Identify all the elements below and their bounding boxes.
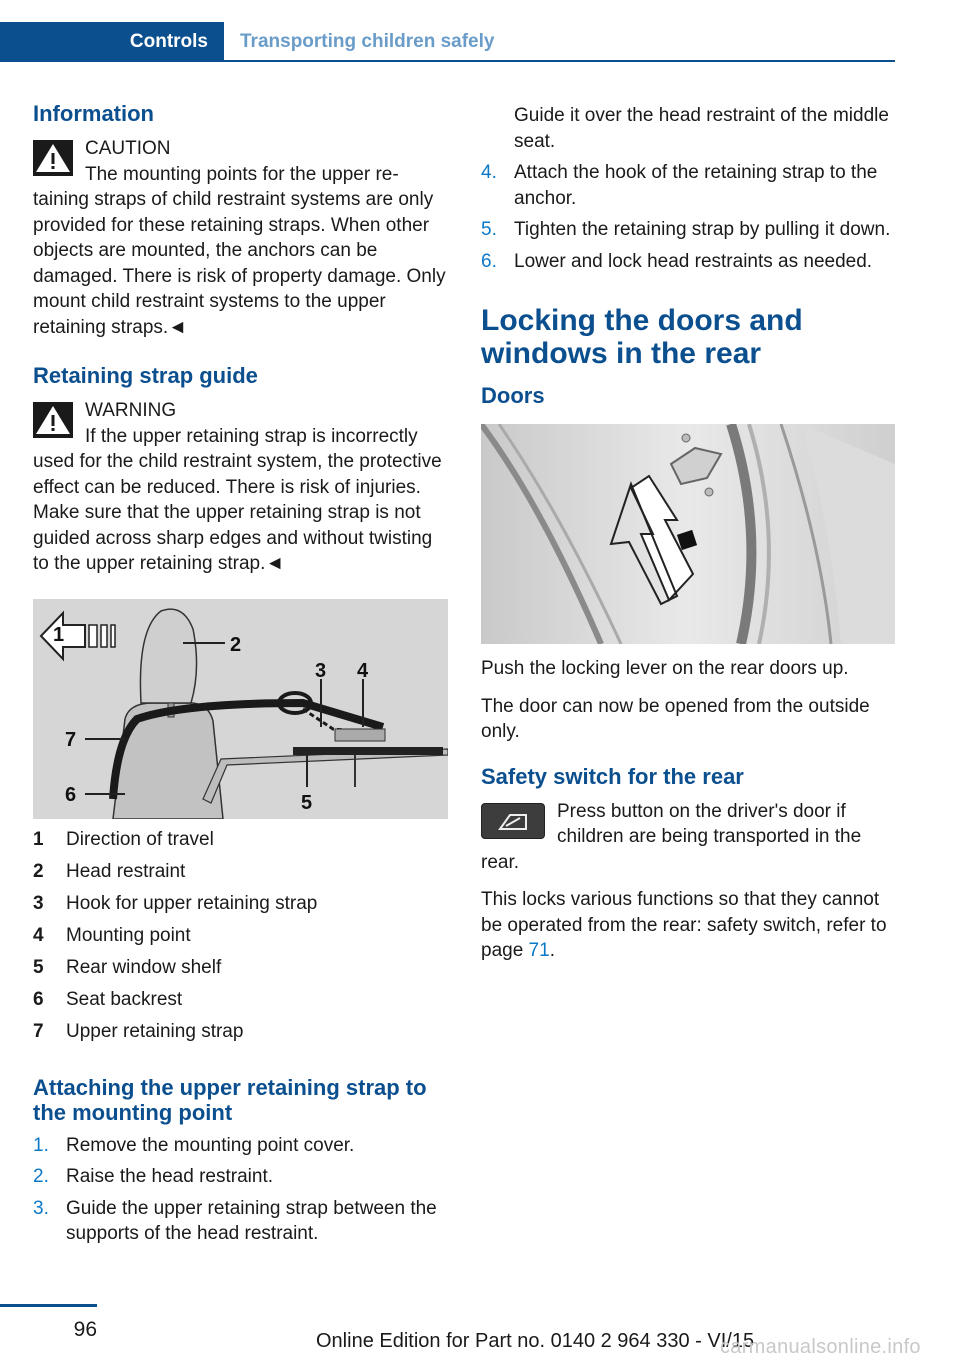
warning-notice — [33, 398, 448, 577]
info-heading: Information — [33, 101, 154, 126]
legend-number: 6 — [33, 988, 44, 1010]
step-text: Lower and lock head restraints as needed. — [514, 250, 873, 272]
legend-number: 5 — [33, 956, 44, 978]
legend-label: Mounting point — [66, 924, 191, 946]
watermark: carmanualsonline.info — [720, 1336, 921, 1358]
doors-paragraph-2: The door can now be opened from the outside only. — [481, 695, 870, 742]
attach-steps-continued — [481, 160, 895, 274]
caution-text: The mounting points for the upper retaining straps of child restraint systems are only provided for these retaining straps. When other objects are mounted, the anchors can be damaged. There is risk of property damage. Only mount child restraint systems to the upper retaining straps.◄ — [33, 163, 446, 338]
warning-label: WARNING — [85, 400, 177, 421]
chapter-tab: Controls — [0, 22, 224, 62]
legend-label: Seat backrest — [66, 988, 183, 1010]
door-lock-illustration — [481, 424, 895, 644]
safety-text-2: This locks various functions so that they cannot be operated from the rear: safety switch, refer to page — [481, 889, 887, 961]
legend-number: 7 — [33, 1020, 44, 1042]
step-number: 2. — [33, 1166, 49, 1187]
legend-number: 4 — [33, 924, 44, 946]
door-lock-figure — [481, 424, 895, 644]
figure-callout: 5 — [301, 791, 313, 814]
step-item — [33, 1196, 448, 1247]
right-column — [481, 103, 895, 976]
legend-number: 2 — [33, 860, 44, 882]
legend-label: Rear window shelf — [66, 956, 222, 978]
figure-callout: 1 — [53, 623, 65, 646]
caution-label: CAUTION — [85, 138, 171, 159]
left-column — [33, 100, 448, 1257]
safety-paragraph-1 — [481, 799, 895, 876]
footer-rule — [0, 1304, 97, 1307]
safety-text-1: Press button on the driver's door if children are being transported in the rear. — [481, 800, 862, 873]
figure-callout: 2 — [230, 633, 242, 656]
page-number: 96 — [73, 1318, 97, 1341]
step-item — [33, 1164, 448, 1190]
step-item — [481, 217, 895, 243]
figure-callout: 3 — [315, 659, 327, 682]
step-item — [33, 1133, 448, 1159]
figure-callout: 4 — [357, 659, 369, 682]
step-text: Tighten the retaining strap by pulling it down. — [514, 219, 891, 240]
step-number: 4. — [481, 162, 497, 183]
legend-item — [33, 859, 448, 891]
head-restraint-illustration — [33, 599, 448, 819]
legend-item — [33, 987, 448, 1019]
safety-paragraph-2 — [481, 887, 895, 964]
header-rule — [224, 60, 895, 62]
legend-label: Hook for upper retaining strap — [66, 892, 318, 914]
step-number: 5. — [481, 219, 497, 240]
retaining-strap-guide-heading: Retaining strap guide — [33, 363, 258, 388]
attach-steps — [33, 1133, 448, 1247]
section-title: Transporting children safely — [240, 31, 495, 52]
legend-item — [33, 1019, 448, 1051]
step-number: 3. — [33, 1197, 49, 1219]
step-continued — [481, 103, 895, 154]
edition-text: Online Edition for Part no. 0140 2 964 330 - VI/15 — [316, 1330, 755, 1352]
doors-heading: Doors — [481, 383, 545, 408]
legend-label: Upper retaining strap — [66, 1020, 244, 1042]
safety-switch-heading: Safety switch for the rear — [481, 763, 744, 789]
legend-item — [33, 955, 448, 987]
doors-paragraph-1: Push the locking lever on the rear doors up. — [481, 658, 849, 679]
step-text: Guide it over the head restraint of the middle seat. — [514, 105, 889, 152]
head-restraint-figure — [33, 599, 448, 819]
locking-doors-heading: Locking the doors and windows in the rear — [481, 304, 803, 370]
step-number: 6. — [481, 250, 497, 272]
figure-callout: 7 — [65, 728, 77, 751]
legend-item — [33, 891, 448, 923]
warning-triangle-icon — [33, 140, 73, 176]
figure-legend — [33, 827, 448, 1051]
attach-strap-heading: Attaching the upper retaining strap to the mounting point — [33, 1074, 427, 1125]
step-text: Attach the hook of the retaining strap to the anchor. — [514, 162, 878, 209]
warning-text: If the upper retaining strap is incorrectly used for the child restraint system, the protective effect can be reduced. There is risk of injuries. Make sure that the upper retaining strap is not guided across sharp edges and without twisting to the upper retaining strap.◄ — [33, 425, 442, 574]
figure-callout: 6 — [65, 783, 77, 806]
step-item — [481, 249, 895, 275]
legend-number: 1 — [33, 828, 44, 850]
legend-item — [33, 923, 448, 955]
safety-text-2-end: . — [549, 940, 555, 961]
child-lock-button-icon — [481, 803, 545, 839]
legend-label: Head restraint — [66, 860, 186, 882]
page-reference-link[interactable]: 71 — [528, 940, 550, 961]
page-header — [0, 22, 895, 62]
step-text: Guide the upper retaining strap between the supports of the head restraint. — [66, 1197, 437, 1244]
warning-triangle-icon — [33, 402, 73, 438]
legend-item — [33, 827, 448, 859]
step-text: Raise the head restraint. — [66, 1166, 274, 1187]
legend-label: Direction of travel — [66, 828, 214, 850]
step-text: Remove the mounting point cover. — [66, 1134, 355, 1156]
step-item — [481, 160, 895, 211]
step-number: 1. — [33, 1134, 49, 1156]
caution-notice — [33, 136, 448, 340]
legend-number: 3 — [33, 892, 44, 914]
